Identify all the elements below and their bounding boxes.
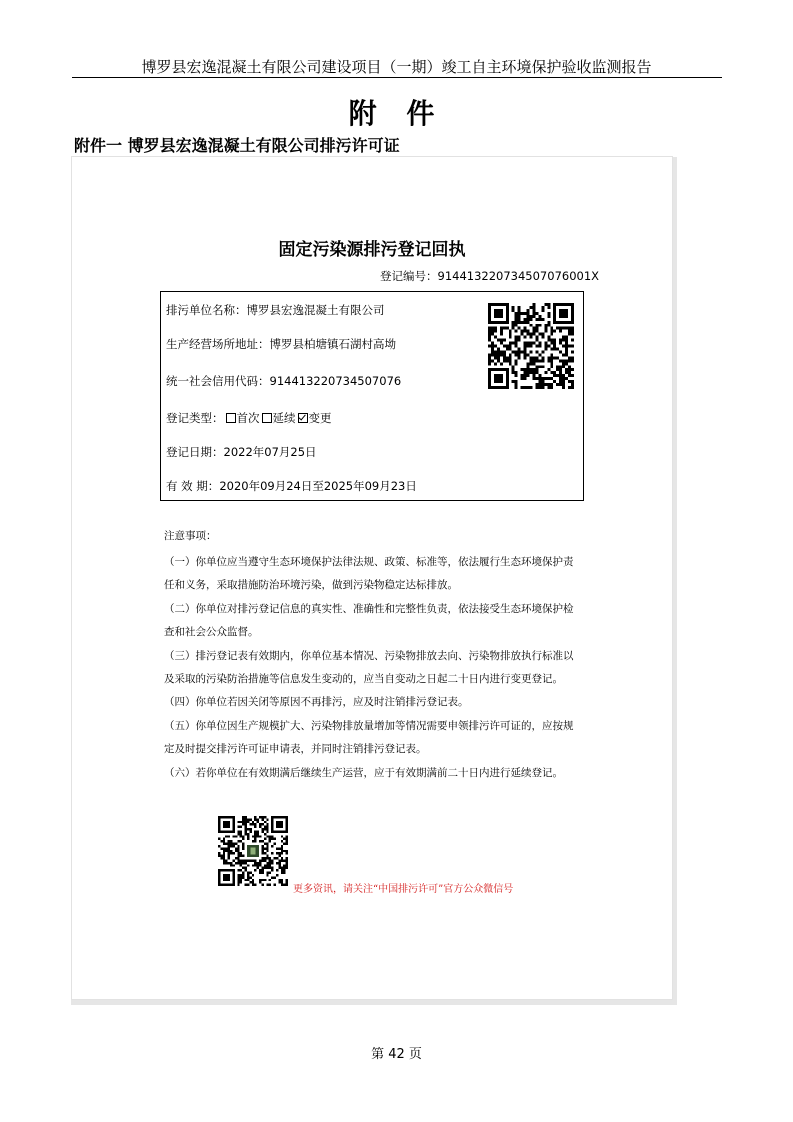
- validity-label: 有 效 期：: [166, 479, 220, 493]
- checkbox-first: [226, 413, 236, 423]
- note-line: （二）你单位对排污登记信息的真实性、准确性和完整性负责，依法接受生态环境保护检: [164, 603, 574, 615]
- credit-label: 统一社会信用代码：: [166, 374, 270, 388]
- attachment-heading: 附件一 博罗县宏逸混凝土有限公司排污许可证: [74, 136, 400, 155]
- validity-value: 2020年09月24日至2025年09月23日: [219, 479, 417, 493]
- unit-value: 博罗县宏逸混凝土有限公司: [246, 303, 385, 317]
- note-line: 定及时提交排污许可证申请表，并同时注销排污登记表。: [164, 743, 427, 755]
- note-line: 及采取的污染防治措施等信息发生变动的，应当自变动之日起二十日内进行变更登记。: [164, 673, 563, 685]
- registration-qr-code: [488, 303, 574, 389]
- checkbox-change: [298, 413, 308, 423]
- date-value: 2022年07月25日: [223, 445, 317, 459]
- unit-row: [166, 302, 385, 318]
- registration-number: 登记编号：914413220734507076001X: [380, 269, 600, 283]
- date-row: [166, 444, 317, 460]
- credit-value: 914413220734507076: [269, 374, 402, 388]
- credit-row: [166, 373, 401, 389]
- wechat-qr-code: [216, 816, 290, 886]
- validity-row: [166, 478, 417, 494]
- note-line: （四）你单位若因关闭等原因不再排污，应及时注销排污登记表。: [164, 696, 469, 708]
- type-label: 登记类型：: [166, 411, 224, 425]
- page-number: 第 42 页: [371, 1047, 422, 1062]
- type-extend-label: 延续: [272, 411, 296, 425]
- address-label: 生产经营场所地址：: [166, 337, 270, 351]
- receipt-title: 固定污染源排污登记回执: [278, 240, 466, 260]
- note-line: 任和义务，采取措施防治环境污染，做到污染物稳定达标排放。: [164, 579, 458, 591]
- header-rule: [72, 77, 722, 78]
- page-title: 附 件: [348, 97, 445, 130]
- wechat-caption: 更多资讯，请关注“中国排污许可”官方公众微信号: [293, 884, 514, 895]
- notes-title: 注意事项：: [164, 530, 217, 542]
- note-line: （五）你单位因生产规模扩大、污染物排放量增加等情况需要申领排污许可证的，应按规: [164, 720, 574, 732]
- type-row: [166, 410, 332, 426]
- header-text: 博罗县宏逸混凝土有限公司建设项目（一期）竣工自主环境保护验收监测报告: [141, 58, 652, 76]
- type-change-label: 变更: [308, 411, 332, 425]
- note-line: 查和社会公众监督。: [164, 626, 259, 638]
- unit-label: 排污单位名称：: [166, 303, 247, 317]
- note-line: （一）你单位应当遵守生态环境保护法律法规、政策、标准等，依法履行生态环境保护责: [164, 556, 574, 568]
- checkbox-extend: [262, 413, 272, 423]
- type-first-label: 首次: [236, 411, 260, 425]
- note-line: （六）若你单位在有效期满后继续生产运营，应于有效期满前二十日内进行延续登记。: [164, 767, 563, 779]
- address-value: 博罗县柏塘镇石湖村高坳: [269, 337, 396, 351]
- date-label: 登记日期：: [166, 445, 224, 459]
- address-row: [166, 336, 396, 352]
- note-line: （三）排污登记表有效期内，你单位基本情况、污染物排放去向、污染物排放执行标准以: [164, 650, 574, 662]
